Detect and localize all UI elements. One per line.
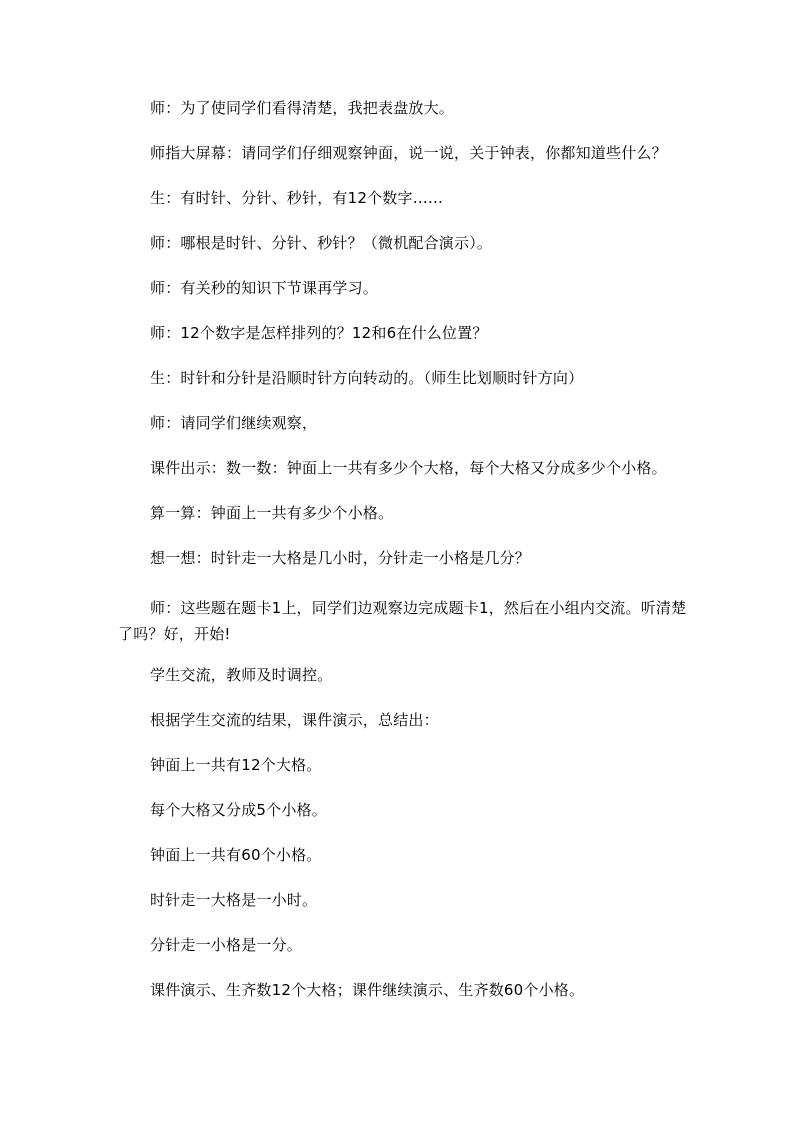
paragraph — [118, 140, 688, 166]
paragraph-text: 想一想：时针走一大格是几小时，分针走一小格是几分？ — [150, 549, 531, 567]
paragraph-text: 师指大屏幕：请同学们仔细观察钟面，说一说，关于钟表，你都知道些什么？ — [150, 144, 667, 162]
paragraph-text: 课件演示、生齐数12个大格；课件继续演示、生齐数60个小格。 — [150, 981, 585, 999]
paragraph-text: 钟面上一共有60个小格。 — [150, 846, 322, 864]
paragraph-text: 钟面上一共有12个大格。 — [150, 756, 322, 774]
paragraph — [118, 410, 688, 436]
paragraph — [118, 365, 688, 391]
paragraph-text: 生：有时针、分针、秒针，有12个数字…… — [150, 189, 444, 207]
paragraph — [118, 320, 688, 346]
paragraph — [118, 662, 688, 688]
paragraph-text: 师：为了使同学们看得清楚，我把表盘放大。 — [150, 99, 455, 117]
paragraph-text: 师：有关秒的知识下节课再学习。 — [150, 279, 379, 297]
paragraph-text: 师：哪根是时针、分针、秒针？（微机配合演示）。 — [150, 234, 493, 252]
paragraph-text: 师：这些题在题卡1上，同学们边观察边完成题卡1，然后在小组内交流。听清楚了吗？好，开始! — [118, 599, 687, 643]
paragraph — [118, 185, 688, 211]
paragraph-text: 时针走一大格是一小时。 — [150, 891, 318, 909]
paragraph-text: 每个大格又分成5个小格。 — [150, 801, 327, 819]
paragraph — [118, 842, 688, 868]
paragraph-text: 分针走一小格是一分。 — [150, 936, 303, 954]
paragraph-text: 生：时针和分针是沿顺时针方向转动的。（师生比划顺时针方向） — [150, 369, 584, 387]
paragraph — [118, 545, 688, 571]
paragraph-text: 师：请同学们继续观察， — [150, 414, 318, 432]
paragraph — [118, 707, 688, 733]
paragraph-text: 学生交流，教师及时调控。 — [150, 666, 333, 684]
paragraph — [118, 500, 688, 526]
paragraph — [118, 595, 688, 647]
paragraph — [118, 932, 688, 958]
paragraph — [118, 230, 688, 256]
paragraph-text: 算一算：钟面上一共有多少个小格。 — [150, 504, 394, 522]
paragraph — [118, 797, 688, 823]
paragraph — [118, 275, 688, 301]
paragraph-text: 根据学生交流的结果，课件演示，总结出： — [150, 711, 439, 729]
paragraph — [118, 977, 688, 1003]
paragraph-text: 课件出示：数一数：钟面上一共有多少个大格，每个大格又分成多少个小格。 — [150, 459, 667, 477]
paragraph — [118, 752, 688, 778]
paragraph — [118, 455, 688, 481]
paragraph-text: 师：12个数字是怎样排列的？12和6在什么位置？ — [150, 324, 488, 342]
paragraph — [118, 95, 688, 121]
paragraph — [118, 887, 688, 913]
